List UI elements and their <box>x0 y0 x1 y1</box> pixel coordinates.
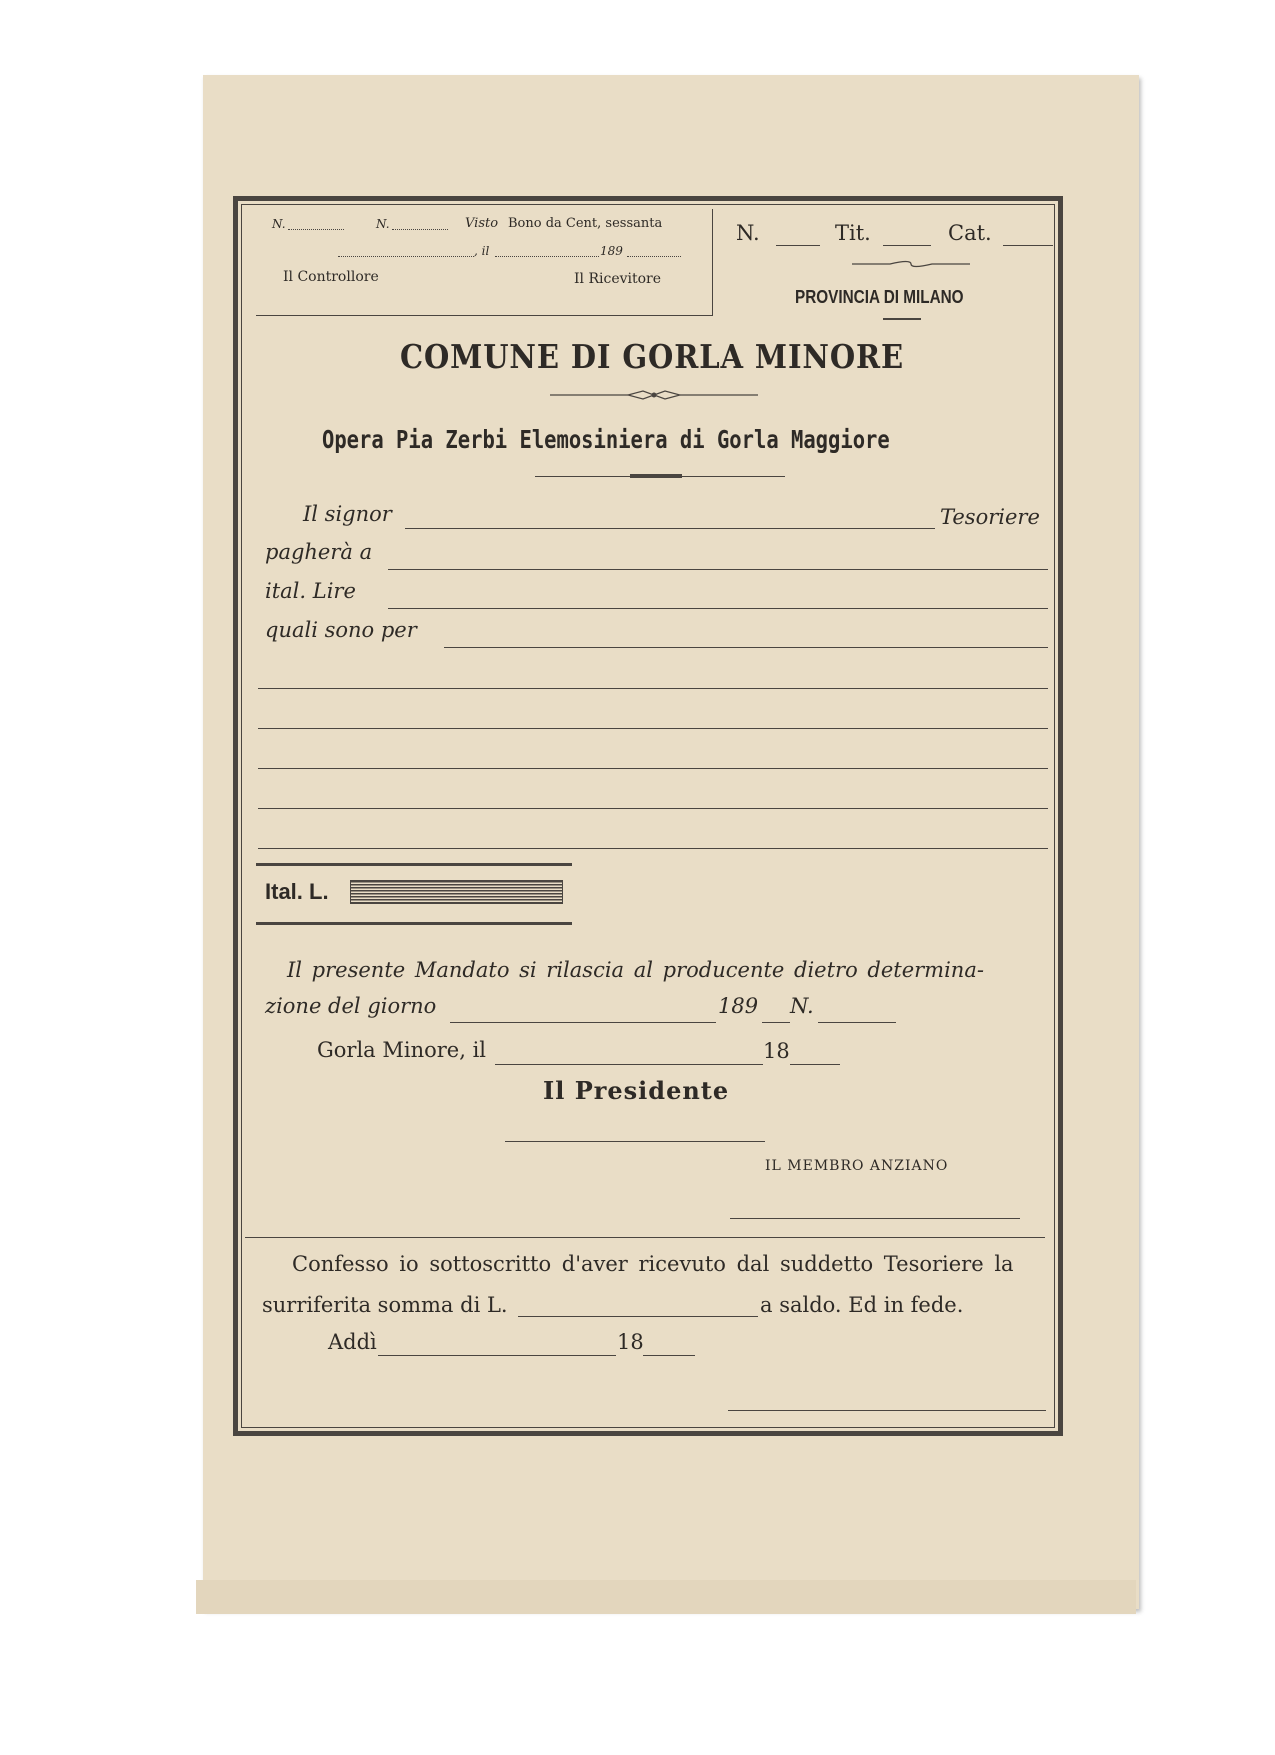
mandato-n: N. <box>790 994 814 1018</box>
ornament-divider <box>548 388 760 402</box>
ref-n: N. <box>736 221 760 245</box>
signor-label: Il signor <box>303 502 392 526</box>
controllore-label: Il Controllore <box>283 269 379 285</box>
control-year: 189 <box>600 244 623 258</box>
ref-tit: Tit. <box>835 221 871 245</box>
control-visto: Visto <box>465 216 499 231</box>
control-n2: N. <box>376 217 390 231</box>
page-subtitle: Opera Pia Zerbi Elemosiniera di Gorla Maggiore <box>322 425 890 454</box>
amount-rule-top <box>256 863 572 866</box>
gorla-year: 18 <box>763 1039 790 1063</box>
receipt-line2b: a saldo. Ed in fede. <box>760 1293 964 1317</box>
control-n1: N. <box>272 217 286 231</box>
receipt-line2a: surriferita somma di L. <box>262 1293 508 1317</box>
paghera-label: pagherà a <box>265 540 373 564</box>
ornament-flourish <box>850 258 972 270</box>
amount-label: Ital. L. <box>265 879 329 904</box>
amount-box[interactable] <box>350 880 563 904</box>
page-title: COMUNE DI GORLA MINORE <box>400 337 905 376</box>
province-label: PROVINCIA DI MILANO <box>795 287 964 307</box>
addi-label: Addì <box>328 1330 377 1354</box>
membro-label: IL MEMBRO ANZIANO <box>765 1158 949 1174</box>
subtitle-rule <box>630 474 682 478</box>
mandato-line1: Il presente Mandato si rilascia al producente dietro determina- <box>287 958 984 982</box>
addi-year: 18 <box>617 1330 644 1354</box>
gorla-label: Gorla Minore, il <box>317 1038 487 1062</box>
control-il: , il <box>474 244 490 258</box>
paper-bottom-edge <box>196 1580 1136 1614</box>
quali-label: quali sono per <box>265 618 417 642</box>
tesoriere-label: Tesoriere <box>940 505 1040 529</box>
amount-rule-bottom <box>256 922 572 925</box>
mandato-line2: zione del giorno <box>265 994 437 1018</box>
presidente-label: Il Presidente <box>543 1076 730 1105</box>
ref-cat: Cat. <box>948 221 992 245</box>
ricevitore-label: Il Ricevitore <box>574 271 662 287</box>
control-bono: Bono da Cent, sessanta <box>508 216 663 231</box>
mandato-year: 189 <box>718 994 759 1018</box>
receipt-line1: Confesso io sottoscritto d'aver ricevuto dal suddetto Tesoriere la <box>292 1252 1014 1276</box>
lire-label: ital. Lire <box>265 579 356 603</box>
